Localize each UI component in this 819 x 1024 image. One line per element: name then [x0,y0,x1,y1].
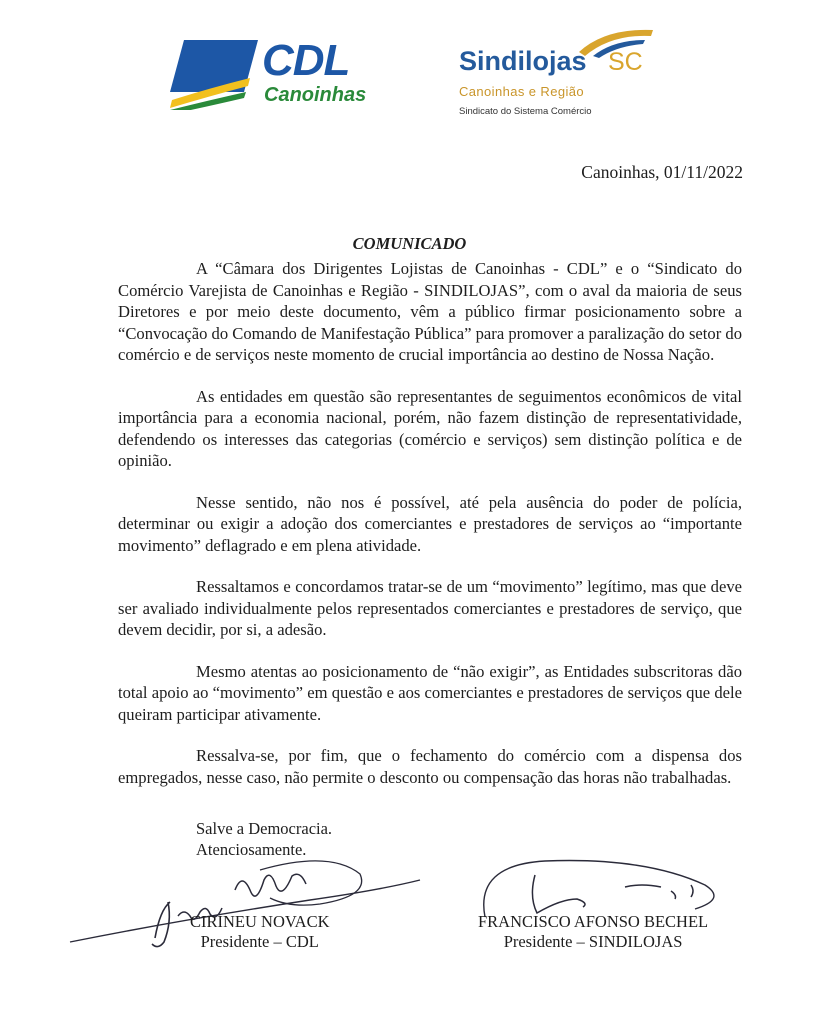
letter-paragraph: As entidades em questão são representantes de seguimentos econômicos de vital importância para a economia nacional, porém, não fazem distinção de representatividade, defendendo os interesses das categorias (comércio e serviços) sem distinção política e de opinião. [118,386,742,470]
sindilojas-logo-title: Sindilojas [459,46,587,76]
signatory-cdl [190,912,330,952]
cdl-logo-title: CDL [262,36,350,85]
letter-paragraph: Nesse sentido, não nos é possível, até pela ausência do poder de polícia, determinar ou exigir a adoção dos comerciantes e prestadores de serviços ao “importante movimento” deflagrado e em plena atividade. [118,492,742,555]
letter-body [118,258,742,808]
letter-paragraph: Ressaltamos e concordamos tratar-se de um “movimento” legítimo, mas que deve ser avaliado individualmente pelos representados comerciantes e prestadores de serviço, que devem decidir, por si, a adesão. [118,577,742,639]
letter-heading: COMUNICADO [352,234,467,253]
cdl-logo [170,36,380,115]
sindilojas-logo-region: Canoinhas e Região [459,84,585,99]
sindilojas-logo [455,24,675,124]
closing-line: Atenciosamente. [196,840,307,859]
signatory-role: Presidente – CDL [200,932,319,951]
cdl-emblem-icon [170,40,258,110]
signatory-name: CIRINEU NOVACK [190,912,330,931]
signatory-name: FRANCISCO AFONSO BECHEL [478,912,709,931]
letter-date: Canoinhas, 01/11/2022 [581,162,743,182]
letter-paragraph: A “Câmara dos Dirigentes Lojistas de Canoinhas - CDL” e o “Sindicato do Comércio Varejista de Canoinhas e Região - SINDILOJAS”, com o aval da maioria de seus Diretores e por meio deste documento, vêm a público firmar posicionamento sobre a “Convocação do Comando de Manifestação Pública” para promover a paralização do setor do comércio e de serviços neste momento de crucial importância ao destino de Nossa Nação. [118,259,742,364]
sindilojas-logo-state: SC [608,48,643,76]
letter-paragraph: Ressalva-se, por fim, que o fechamento do comércio com a dispensa dos empregados, nesse caso, não permite o desconto ou compensação das horas não trabalhadas. [118,746,742,787]
closing-line: Salve a Democracia. [196,819,333,838]
sindilojas-logo-tagline: Sindicato do Sistema Comércio [459,106,592,117]
letter-paragraph: Mesmo atentas ao posicionamento de “não exigir”, as Entidades subscritoras dão total apoio ao “movimento” em questão e aos comerciantes e prestadores de serviços que dele queiram participar ativamente. [118,661,742,724]
signatory-sindilojas [478,912,708,952]
cdl-logo-subtitle: Canoinhas [264,84,367,106]
signatory-role: Presidente – SINDILOJAS [503,932,683,951]
